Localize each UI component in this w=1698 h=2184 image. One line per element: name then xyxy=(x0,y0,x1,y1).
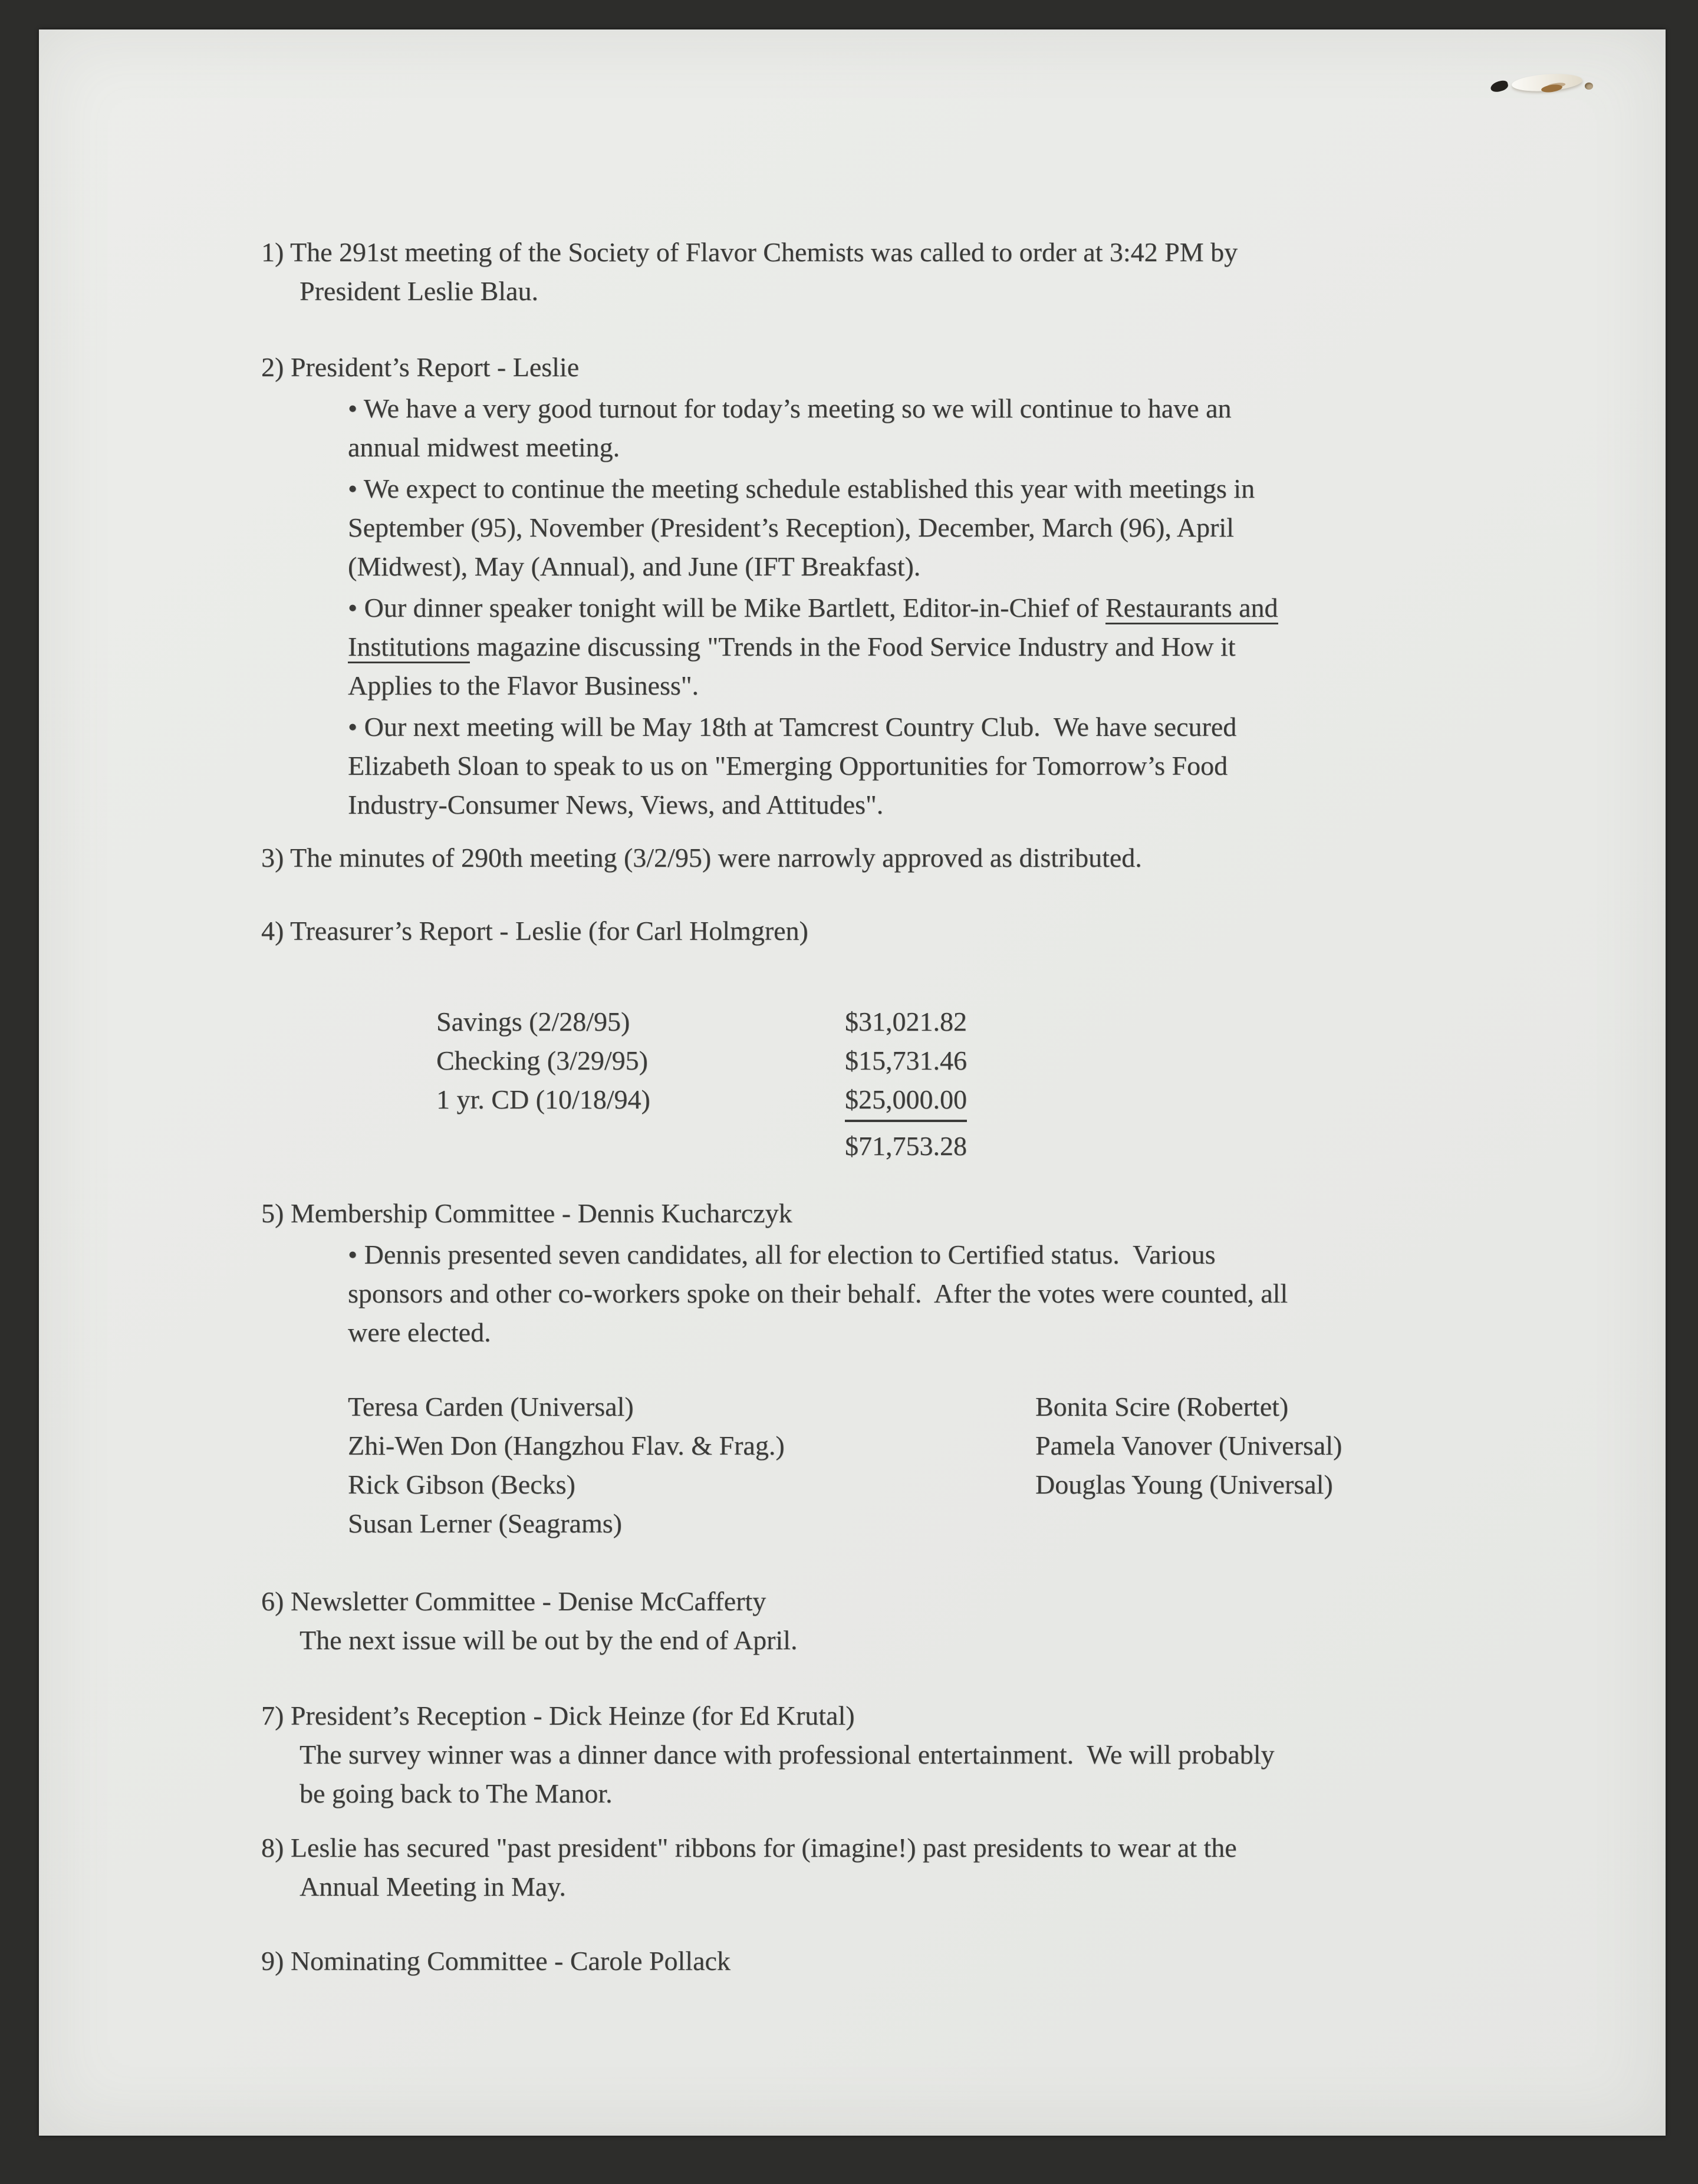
item2-b3-line2 xyxy=(348,627,1666,666)
item1-line1 xyxy=(261,233,1666,272)
item4-heading: Treasurer’s Report - Leslie (for Carl Holmgren) xyxy=(290,916,808,946)
magazine-title-part2: Institutions xyxy=(348,631,470,663)
item4-number: 4) xyxy=(261,916,284,946)
item2-b2-line1: • We expect to continue the meeting schedule established this year with meetings in xyxy=(348,473,1255,504)
item2-b4-line1: • Our next meeting will be May 18th at Tamcrest Country Club. We have secured xyxy=(348,712,1237,742)
savings-value: $31,021.82 xyxy=(845,1007,967,1037)
item4-heading-line xyxy=(261,912,1666,950)
checking-value: $15,731.46 xyxy=(845,1045,967,1075)
item3-sep xyxy=(284,843,290,873)
minutes-item-3 xyxy=(261,838,1666,877)
treasurer-table xyxy=(261,1002,1666,1166)
item2-b1-line2: annual midwest meeting. xyxy=(348,432,620,462)
minutes-item-4 xyxy=(261,912,1666,1166)
candidate-row-3 xyxy=(348,1465,1666,1504)
item1-text1 xyxy=(284,237,290,267)
item3-number: 3) xyxy=(261,843,284,873)
item3-text: The minutes of 290th meeting (3/2/95) were narrowly approved as distributed. xyxy=(290,843,1142,873)
item6-line2: The next issue will be out by the end of April. xyxy=(300,1625,798,1655)
item2-b4-line2: Elizabeth Sloan to speak to us on "Emerging Opportunities for Tomorrow’s Food xyxy=(348,751,1228,781)
candidate-row-2 xyxy=(348,1426,1666,1465)
minutes-item-1 xyxy=(261,233,1666,311)
item5-bullet-1 xyxy=(261,1235,1666,1352)
minutes-item-9 xyxy=(261,1942,1666,1981)
item5-b1-line2: sponsors and other co-workers spoke on their behalf. After the votes were counted, all xyxy=(348,1278,1288,1308)
item2-heading: President’s Report - Leslie xyxy=(290,352,580,382)
minutes-document xyxy=(39,29,1666,1981)
item3-line1 xyxy=(261,838,1666,877)
item2-b2-line2: September (95), November (President’s Reception), December, March (96), April xyxy=(348,512,1234,542)
candidate-columns xyxy=(261,1387,1666,1543)
item7-heading-line xyxy=(261,1696,1666,1735)
paper xyxy=(39,29,1666,2136)
item6-heading: Newsletter Committee - Denise McCafferty xyxy=(290,1586,766,1616)
table-row-cd xyxy=(436,1080,1666,1122)
candidate-teresa-carden: Teresa Carden (Universal) xyxy=(348,1392,634,1422)
item9-sep xyxy=(284,1946,291,1976)
item2-bullet-4 xyxy=(261,708,1666,824)
minutes-item-7 xyxy=(261,1696,1666,1813)
magazine-title-part1: Restaurants and xyxy=(1105,593,1278,624)
item2-b1-line1: • We have a very good turnout for today’s meeting so we will continue to have an xyxy=(348,393,1232,423)
checking-label: Checking (3/29/95) xyxy=(436,1045,648,1075)
item1-text: The 291st meeting of the Society of Flavor Chemists was called to order at 3:42 PM by xyxy=(290,237,1238,267)
table-row-savings xyxy=(436,1002,1666,1041)
cd-label: 1 yr. CD (10/18/94) xyxy=(436,1084,650,1114)
item8-sep xyxy=(284,1833,291,1863)
item2-b3-line1 xyxy=(348,588,1666,627)
table-row-total xyxy=(436,1127,1666,1166)
minutes-item-8 xyxy=(261,1828,1666,1906)
candidate-zhi-wen-don: Zhi-Wen Don (Hangzhou Flav. & Frag.) xyxy=(348,1430,785,1461)
item5-heading-line xyxy=(261,1194,1666,1233)
item2-number: 2) xyxy=(261,352,284,382)
item8-text: Leslie has secured "past president" ribbons for (imagine!) past presidents to wear at the xyxy=(290,1833,1237,1863)
item2-bullet-3 xyxy=(261,588,1666,705)
item8-number: 8) xyxy=(261,1833,284,1863)
minutes-item-5 xyxy=(261,1194,1666,1543)
item2-b3-line3: Applies to the Flavor Business". xyxy=(348,670,699,700)
total-value: $71,753.28 xyxy=(845,1131,967,1161)
item1-line2: President Leslie Blau. xyxy=(300,276,538,306)
candidate-row-1 xyxy=(348,1387,1666,1426)
item2-b2-line3: (Midwest), May (Annual), and June (IFT Breakfast). xyxy=(348,551,921,581)
candidate-susan-lerner: Susan Lerner (Seagrams) xyxy=(348,1508,622,1538)
item6-heading-line xyxy=(261,1582,1666,1621)
item2-b3-line1-text: • Our dinner speaker tonight will be Mike Bartlett, Editor-in-Chief of xyxy=(348,593,1105,623)
item2-sep xyxy=(284,352,291,382)
item7-heading: President’s Reception - Dick Heinze (for Ed Krutal) xyxy=(290,1701,855,1731)
candidate-row-4 xyxy=(348,1504,1666,1543)
item2-b4-line3: Industry-Consumer News, Views, and Attitudes". xyxy=(348,790,884,820)
minutes-item-6 xyxy=(261,1582,1666,1660)
item5-b1-line3: were elected. xyxy=(348,1317,491,1347)
item7-line3: be going back to The Manor. xyxy=(300,1778,613,1808)
item2-bullet-1 xyxy=(261,389,1666,467)
minutes-item-2 xyxy=(261,348,1666,824)
item5-sep xyxy=(284,1198,291,1228)
item9-heading: Nominating Committee - Carole Pollack xyxy=(290,1946,730,1976)
candidate-bonita-scire: Bonita Scire (Robertet) xyxy=(1035,1392,1289,1422)
item4-sep xyxy=(284,916,290,946)
total-label xyxy=(436,1127,845,1166)
item5-b1-line1: • Dennis presented seven candidates, all for election to Certified status. Various xyxy=(348,1239,1216,1269)
item8-line1 xyxy=(261,1828,1666,1867)
item2-heading-line xyxy=(261,348,1666,387)
item6-sep xyxy=(284,1586,291,1616)
item6-number: 6) xyxy=(261,1586,284,1616)
savings-label: Savings (2/28/95) xyxy=(436,1007,630,1037)
item2-bullet-2 xyxy=(261,469,1666,586)
item2-b3-line2-text: magazine discussing "Trends in the Food Service Industry and How it xyxy=(470,631,1236,662)
item1-number: 1) xyxy=(261,237,284,267)
item8-line2: Annual Meeting in May. xyxy=(300,1871,566,1902)
candidate-pamela-vanover: Pamela Vanover (Universal) xyxy=(1035,1430,1342,1461)
item7-sep xyxy=(284,1701,291,1731)
item9-heading-line xyxy=(261,1942,1666,1981)
item7-number: 7) xyxy=(261,1701,284,1731)
table-row-checking xyxy=(436,1041,1666,1080)
item5-heading: Membership Committee - Dennis Kucharczyk xyxy=(290,1198,792,1228)
candidate-douglas-young: Douglas Young (Universal) xyxy=(1035,1469,1333,1499)
candidate-rick-gibson: Rick Gibson (Becks) xyxy=(348,1469,575,1499)
item7-line2: The survey winner was a dinner dance with professional entertainment. We will probably xyxy=(300,1739,1275,1769)
cd-value: $25,000.00 xyxy=(845,1080,967,1122)
item9-number: 9) xyxy=(261,1946,284,1976)
item5-number: 5) xyxy=(261,1198,284,1228)
